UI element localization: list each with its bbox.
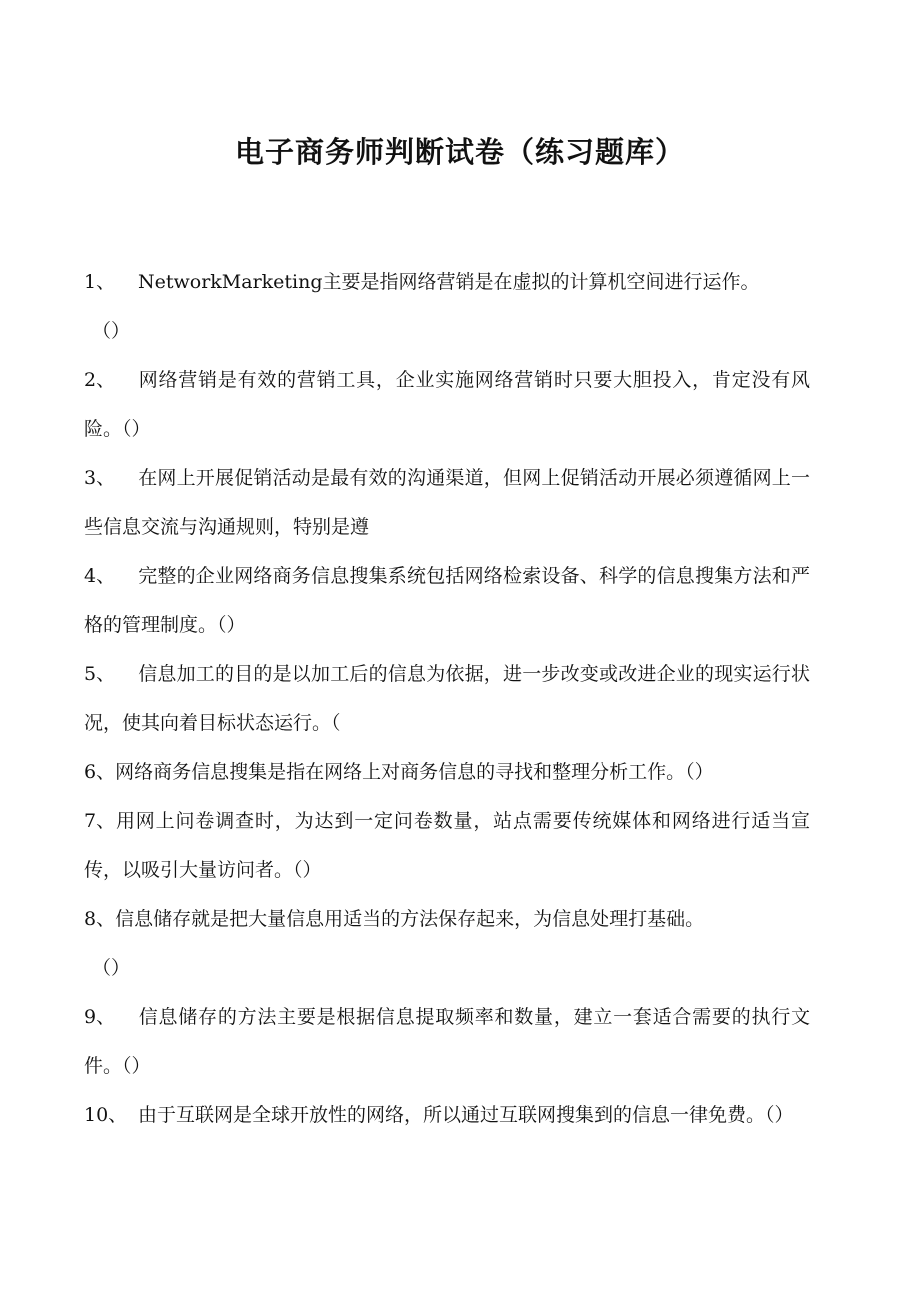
question-number: 8、 <box>84 908 116 930</box>
question-item-10 <box>84 1091 810 1140</box>
question-number: 5、 <box>84 663 116 685</box>
question-continuation: （） <box>92 320 131 342</box>
question-item-4 <box>84 552 810 650</box>
question-number: 9、 <box>84 1006 116 1028</box>
question-text: 用网上问卷调查时，为达到一定问卷数量，站点需要传统媒体和网络进行适当宣传，以吸引大量访问者。（） <box>84 810 810 881</box>
question-text: 网络商务信息搜集是指在网络上对商务信息的寻找和整理分析工作。（） <box>115 761 714 783</box>
question-text: 完整的企业网络商务信息搜集系统包括网络检索设备、科学的信息搜集方法和严格的管理制度。（） <box>84 565 810 636</box>
question-number: 7、 <box>84 810 116 832</box>
question-item-6 <box>84 748 810 797</box>
question-number: 3、 <box>84 467 116 489</box>
question-item-2 <box>84 356 810 454</box>
question-text: 信息储存的方法主要是根据信息提取频率和数量，建立一套适合需要的执行文件。（） <box>84 1006 810 1077</box>
document-title: 电子商务师判断试卷（练习题库） <box>234 135 685 169</box>
question-number: 10、 <box>84 1104 128 1126</box>
question-text: 在网上开展促销活动是最有效的沟通渠道，但网上促销活动开展必须遵循网上一些信息交流与沟通规则，特别是遵 <box>84 467 810 538</box>
question-text: 由于互联网是全球开放性的网络，所以通过互联网搜集到的信息一律免费。（） <box>138 1104 794 1126</box>
question-text: 信息储存就是把大量信息用适当的方法保存起来，为信息处理打基础。 <box>115 908 705 930</box>
question-item-9 <box>84 993 810 1091</box>
question-text: NetworkMarketing主要是指网络营销是在虚拟的计算机空间进行运作。 <box>138 271 760 293</box>
question-number: 1、 <box>84 271 116 293</box>
question-item-5 <box>84 650 810 748</box>
question-number: 2、 <box>84 369 116 391</box>
question-item-3 <box>84 454 810 552</box>
question-text: 信息加工的目的是以加工后的信息为依据，进一步改变或改进企业的现实运行状况，使其向着目标状态运行。（ <box>84 663 810 734</box>
question-list <box>84 258 810 1140</box>
question-number: 4、 <box>84 565 116 587</box>
question-item-1 <box>84 258 810 356</box>
question-number: 6、 <box>84 761 116 783</box>
question-text: 网络营销是有效的营销工具，企业实施网络营销时只要大胆投入，肯定没有风险。（） <box>84 369 810 440</box>
question-item-7 <box>84 797 810 895</box>
question-continuation: （） <box>92 957 131 979</box>
question-item-8 <box>84 895 810 993</box>
